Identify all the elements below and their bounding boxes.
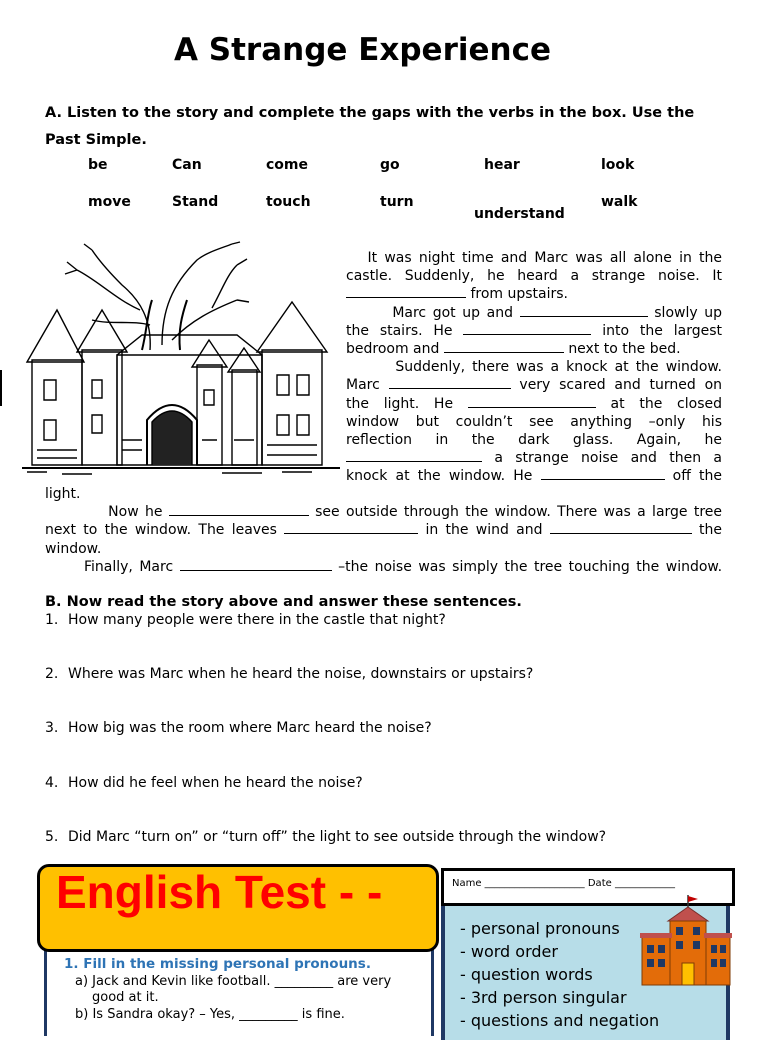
- story-line: very scared and turned on: [519, 377, 723, 394]
- test-banner-clip: [40, 867, 436, 949]
- question-item: 2. Where was Marc when he heard the noise, downstairs or upstairs?: [45, 666, 534, 682]
- story-line: –the noise was simply the tree touching the window.: [338, 558, 723, 575]
- gap-blank[interactable]: [284, 521, 418, 534]
- verb-item: be: [88, 157, 108, 173]
- school-icon: [638, 893, 734, 989]
- question-item: 1. How many people were there in the castle that night?: [45, 612, 446, 628]
- test-banner-title: English Test - -: [56, 867, 383, 918]
- verb-item: touch: [266, 194, 311, 210]
- gap-blank[interactable]: [541, 467, 665, 480]
- gap-blank[interactable]: [520, 304, 648, 317]
- story-line: Marc: [346, 377, 380, 394]
- gap-blank[interactable]: [550, 521, 692, 534]
- story-line: off the: [672, 468, 722, 485]
- topic-item: - questions and negation: [460, 1011, 660, 1030]
- verb-item: move: [88, 194, 131, 210]
- gap-blank[interactable]: [346, 285, 466, 298]
- verb-item: understand: [474, 206, 565, 222]
- castle-illustration: [22, 240, 340, 478]
- story-line: bedroom and: [346, 341, 440, 358]
- story-line: slowly up: [654, 304, 723, 321]
- story-line: a strange noise and then a: [494, 450, 723, 467]
- question-item: 5. Did Marc “turn on” or “turn off” the light to see outside through the window?: [45, 829, 607, 845]
- story-line: at the closed: [610, 395, 723, 412]
- story-line: window but couldn’t see anything –only his: [346, 413, 722, 430]
- topic-item: - word order: [460, 942, 558, 961]
- section-a-instruction: A. Listen to the story and complete the gaps with the verbs in the box. Use the Past Simple.: [45, 105, 695, 148]
- story-line: light.: [45, 486, 81, 502]
- topic-item: - 3rd person singular: [460, 988, 627, 1007]
- story-line: Finally, Marc: [83, 558, 174, 575]
- verb-item: turn: [380, 194, 414, 210]
- story-line: reflection in the dark glass. Again, he: [346, 432, 722, 449]
- story-paragraph: [346, 249, 722, 486]
- verb-item: hear: [484, 157, 520, 173]
- story-paragraph-continued: [45, 485, 722, 576]
- story-line: next to the window. The leaves: [45, 522, 277, 539]
- topic-item: - question words: [460, 965, 593, 984]
- story-line: It was night time and Marc was all alone in the: [367, 250, 722, 266]
- exercise-line: good at it.: [92, 990, 159, 1005]
- verb-item: Stand: [172, 194, 219, 210]
- story-line: castle. Suddenly, he heard a strange noise. It: [346, 268, 722, 285]
- gap-blank[interactable]: [180, 558, 332, 571]
- story-line: next to the bed.: [568, 341, 681, 358]
- verb-item: walk: [601, 194, 638, 210]
- gap-blank[interactable]: [389, 376, 511, 389]
- verb-item: come: [266, 157, 308, 173]
- question-item: 3. How big was the room where Marc heard the noise?: [45, 720, 432, 736]
- gap-blank[interactable]: [169, 503, 309, 516]
- story-line: Suddenly, there was a knock at the window.: [395, 359, 722, 376]
- margin-mark: [0, 370, 2, 406]
- gap-blank[interactable]: [468, 395, 596, 408]
- topic-item: - personal pronouns: [460, 919, 620, 938]
- story-line: see outside through the window. There was a large tree: [315, 504, 723, 521]
- story-line: window.: [45, 540, 102, 557]
- exercise-1-title: 1. Fill in the missing personal pronouns.: [64, 956, 371, 972]
- gap-blank[interactable]: [463, 322, 591, 335]
- story-line: the light. He: [346, 395, 454, 412]
- verb-item: go: [380, 157, 400, 173]
- exercise-line: b) Is Sandra okay? – Yes, _________ is fine.: [75, 1007, 345, 1022]
- story-line: from upstairs.: [470, 286, 568, 303]
- gap-blank[interactable]: [444, 340, 564, 353]
- story-line: in the wind and: [425, 522, 543, 539]
- story-line: Now he: [108, 504, 163, 521]
- verb-item: look: [601, 157, 635, 173]
- story-line: the stairs. He: [346, 322, 453, 339]
- story-line: Marc got up and: [392, 304, 514, 321]
- gap-blank[interactable]: [346, 449, 482, 462]
- name-date-line: Name ____________________ Date ____________: [452, 878, 675, 889]
- page-title: A Strange Experience: [173, 32, 551, 68]
- verb-item: Can: [172, 157, 202, 173]
- exercise-line: a) Jack and Kevin like football. _________ are very: [75, 974, 392, 989]
- story-line: into the largest: [602, 322, 722, 339]
- section-b-instruction: B. Now read the story above and answer these sentences.: [45, 594, 522, 610]
- story-line: knock at the window. He: [346, 468, 533, 485]
- question-item: 4. How did he feel when he heard the noise?: [45, 775, 363, 791]
- story-line: the: [699, 522, 722, 539]
